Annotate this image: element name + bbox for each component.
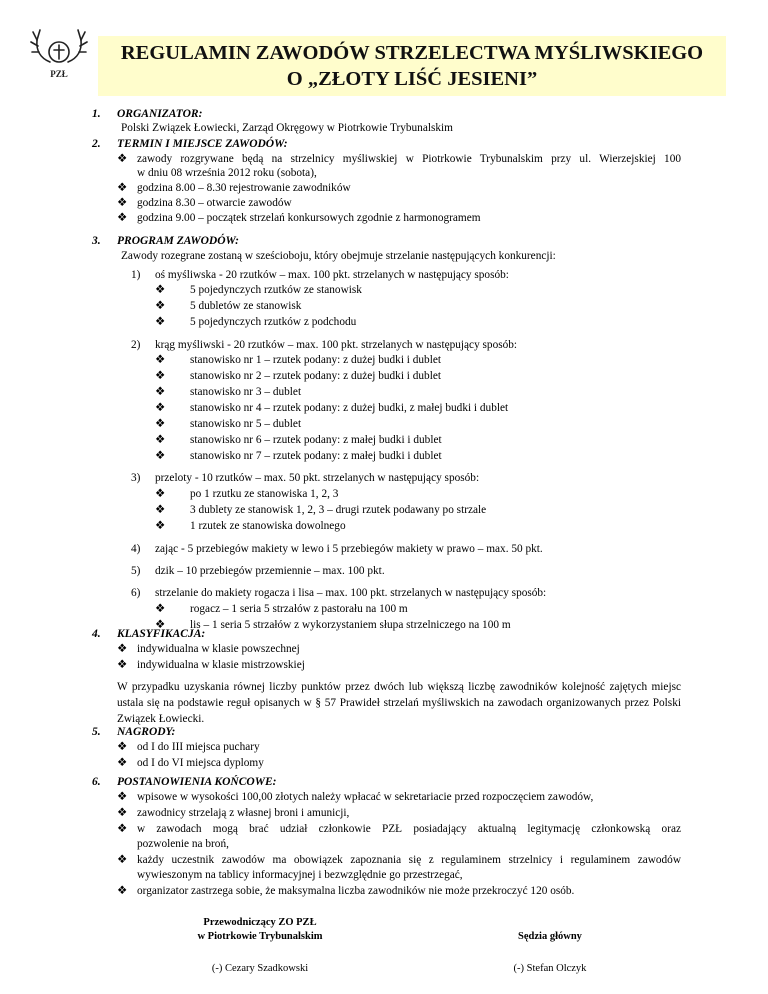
list-item: indywidualna w klasie mistrzowskiej: [137, 659, 305, 671]
signature-name: (-) Stefan Olczyk: [513, 963, 587, 974]
competition-number: 4): [131, 543, 141, 555]
bullet-icon: ❖: [155, 386, 166, 398]
program-intro: Zawody rozegrane zostaną w sześcioboju, który obejmuje strzelanie następujących konkurencji:: [121, 250, 556, 262]
list-item: 5 pojedynczych rzutków ze stanowisk: [190, 284, 362, 296]
page-title-line1: REGULAMIN ZAWODÓW STRZELECTWA MYŚLIWSKIEGO: [120, 42, 704, 64]
section-number: 4.: [92, 628, 101, 640]
section-number: 5.: [92, 726, 101, 738]
signature-title: Sędzia główny: [518, 931, 582, 942]
logo-text: PZŁ: [50, 69, 68, 79]
bullet-icon: ❖: [117, 182, 128, 194]
antlers-emblem-icon: [28, 22, 90, 80]
section-number: 2.: [92, 138, 101, 150]
section-heading: POSTANOWIENIA KOŃCOWE:: [117, 776, 277, 788]
section-number: 1.: [92, 108, 101, 120]
competition-text: przeloty - 10 rzutków – max. 50 pkt. strzelanych w następujący sposób:: [155, 472, 480, 484]
bullet-icon: ❖: [155, 402, 166, 414]
bullet-icon: ❖: [117, 659, 128, 671]
list-item: godzina 9.00 – początek strzelań konkursowych zgodnie z harmonogramem: [137, 212, 481, 224]
competition-number: 1): [131, 269, 141, 281]
bullet-icon: ❖: [117, 212, 128, 224]
list-item: po 1 rzutku ze stanowiska 1, 2, 3: [190, 488, 339, 500]
list-item: rogacz – 1 seria 5 strzałów z pastorału na 100 m: [190, 603, 408, 615]
page-title-line2: O „ZŁOTY LIŚĆ JESIENI”: [286, 68, 538, 90]
bullet-icon: ❖: [155, 316, 166, 328]
bullet-icon: ❖: [155, 434, 166, 446]
list-item: zawody rozgrywane będą na strzelnicy myśliwskiej w Piotrkowie Trybunalskim przy ul. Wierzejskiej 100: [137, 153, 681, 165]
list-item: stanowisko nr 1 – rzutek podany: z dużej budki i dublet: [190, 354, 441, 366]
list-item: od I do III miejsca puchary: [137, 741, 260, 753]
bullet-icon: ❖: [155, 300, 166, 312]
list-item: 1 rzutek ze stanowiska dowolnego: [190, 520, 346, 532]
list-item: 3 dublety ze stanowisk 1, 2, 3 – drugi rzutek podawany po strzale: [190, 504, 487, 516]
competition-number: 6): [131, 587, 141, 599]
bullet-icon: ❖: [117, 885, 128, 897]
bullet-icon: ❖: [155, 619, 166, 631]
bullet-icon: ❖: [155, 504, 166, 516]
bullet-icon: ❖: [155, 418, 166, 430]
list-item: lis – 1 seria 5 strzałów z wykorzystaniem słupa strzelniczego na 100 m: [190, 619, 511, 631]
list-item: organizator zastrzega sobie, że maksymalna liczba zawodników nie może przekroczyć 120 osób.: [137, 885, 575, 897]
list-item: indywidualna w klasie powszechnej: [137, 643, 300, 655]
list-item: pozwolenie na broń,: [137, 838, 229, 850]
bullet-icon: ❖: [155, 284, 166, 296]
section-heading: NAGRODY:: [117, 726, 176, 738]
competition-text: dzik – 10 przebiegów przemiennie – max. 100 pkt.: [155, 565, 385, 577]
section-number: 3.: [92, 235, 101, 247]
list-item: godzina 8.30 – otwarcie zawodów: [137, 197, 292, 209]
bullet-icon: ❖: [117, 153, 128, 165]
list-item: stanowisko nr 3 – dublet: [190, 386, 302, 398]
signature-title: w Piotrkowie Trybunalskim: [197, 931, 323, 942]
list-item: 5 dubletów ze stanowisk: [190, 300, 302, 312]
bullet-icon: ❖: [155, 603, 166, 615]
section-heading: ORGANIZATOR:: [117, 108, 203, 120]
list-item: godzina 8.00 – 8.30 rejestrowanie zawodników: [137, 182, 351, 194]
bullet-icon: ❖: [117, 791, 128, 803]
bullet-icon: ❖: [155, 354, 166, 366]
list-item: stanowisko nr 2 – rzutek podany: z dużej budki i dublet: [190, 370, 441, 382]
signature-judge: [470, 930, 630, 976]
title-banner: [98, 36, 726, 96]
list-item: w zawodach mogą brać udział członkowie PZŁ posiadający aktualną legitymację członkowską oraz: [137, 823, 681, 835]
list-item: stanowisko nr 7 – rzutek podany: z małej budki i dublet: [190, 450, 442, 462]
competition-text: strzelanie do makiety rogacza i lisa – max. 100 pkt. strzelanych w następujący sposób:: [155, 587, 547, 599]
list-item: stanowisko nr 4 – rzutek podany: z dużej budki, z małej budki i dublet: [190, 402, 509, 414]
bullet-icon: ❖: [117, 757, 128, 769]
section-heading: PROGRAM ZAWODÓW:: [117, 235, 239, 247]
list-item: w dniu 08 września 2012 roku (sobota),: [137, 167, 317, 179]
signature-title: Przewodniczący ZO PZŁ: [203, 917, 317, 928]
competition-number: 5): [131, 565, 141, 577]
bullet-icon: ❖: [117, 854, 128, 866]
list-item: stanowisko nr 5 – dublet: [190, 418, 302, 430]
competition-text: zając - 5 przebiegów makiety w lewo i 5 przebiegów makiety w prawo – max. 50 pkt.: [155, 543, 543, 555]
bullet-icon: ❖: [117, 197, 128, 209]
bullet-icon: ❖: [117, 807, 128, 819]
bullet-icon: ❖: [117, 823, 128, 835]
signature-name: (-) Cezary Szadkowski: [211, 963, 309, 974]
classification-paragraph: W przypadku uzyskania równej liczby punktów przez dwóch lub większą liczbę zawodników kolejność zajętych miejsc ustala się na podstawie reguł opisanych w § 57 Prawideł strzelań myśliwskich na zawodach organizowanych przez Polski Związek Łowiecki.: [117, 681, 681, 725]
bullet-icon: ❖: [117, 643, 128, 655]
pzl-logo: [28, 22, 90, 80]
list-item: każdy uczestnik zawodów ma obowiązek zapoznania się z regulaminem strzelnicy i regulaminem zawodów: [137, 854, 681, 866]
list-item: wywieszonym na tablicy informacyjnej i bezwzględnie go przestrzegać,: [137, 869, 463, 881]
list-item: stanowisko nr 6 – rzutek podany: z małej budki i dublet: [190, 434, 442, 446]
section-number: 6.: [92, 776, 101, 788]
bullet-icon: ❖: [117, 741, 128, 753]
organizer-text: Polski Związek Łowiecki, Zarząd Okręgowy w Piotrkowie Trybunalskim: [121, 122, 453, 134]
list-item: wpisowe w wysokości 100,00 złotych należy wpłacać w sekretariacie przed rozpoczęciem zawodów,: [137, 791, 594, 803]
competition-number: 3): [131, 472, 141, 484]
bullet-icon: ❖: [155, 488, 166, 500]
list-item: od I do VI miejsca dyplomy: [137, 757, 264, 769]
bullet-icon: ❖: [155, 450, 166, 462]
list-item: 5 pojedynczych rzutków z podchodu: [190, 316, 357, 328]
section-heading: KLASYFIKACJA:: [117, 628, 206, 640]
competition-number: 2): [131, 339, 141, 351]
bullet-icon: ❖: [155, 520, 166, 532]
list-item: zawodnicy strzelają z własnej broni i amunicji,: [137, 807, 350, 819]
bullet-icon: ❖: [155, 370, 166, 382]
signature-chairman: [150, 916, 370, 976]
competition-text: oś myśliwska - 20 rzutków – max. 100 pkt. strzelanych w następujący sposób:: [155, 269, 509, 281]
competition-text: krąg myśliwski - 20 rzutków – max. 100 pkt. strzelanych w następujący sposób:: [155, 339, 518, 351]
section-heading: TERMIN I MIEJSCE ZAWODÓW:: [117, 138, 288, 150]
